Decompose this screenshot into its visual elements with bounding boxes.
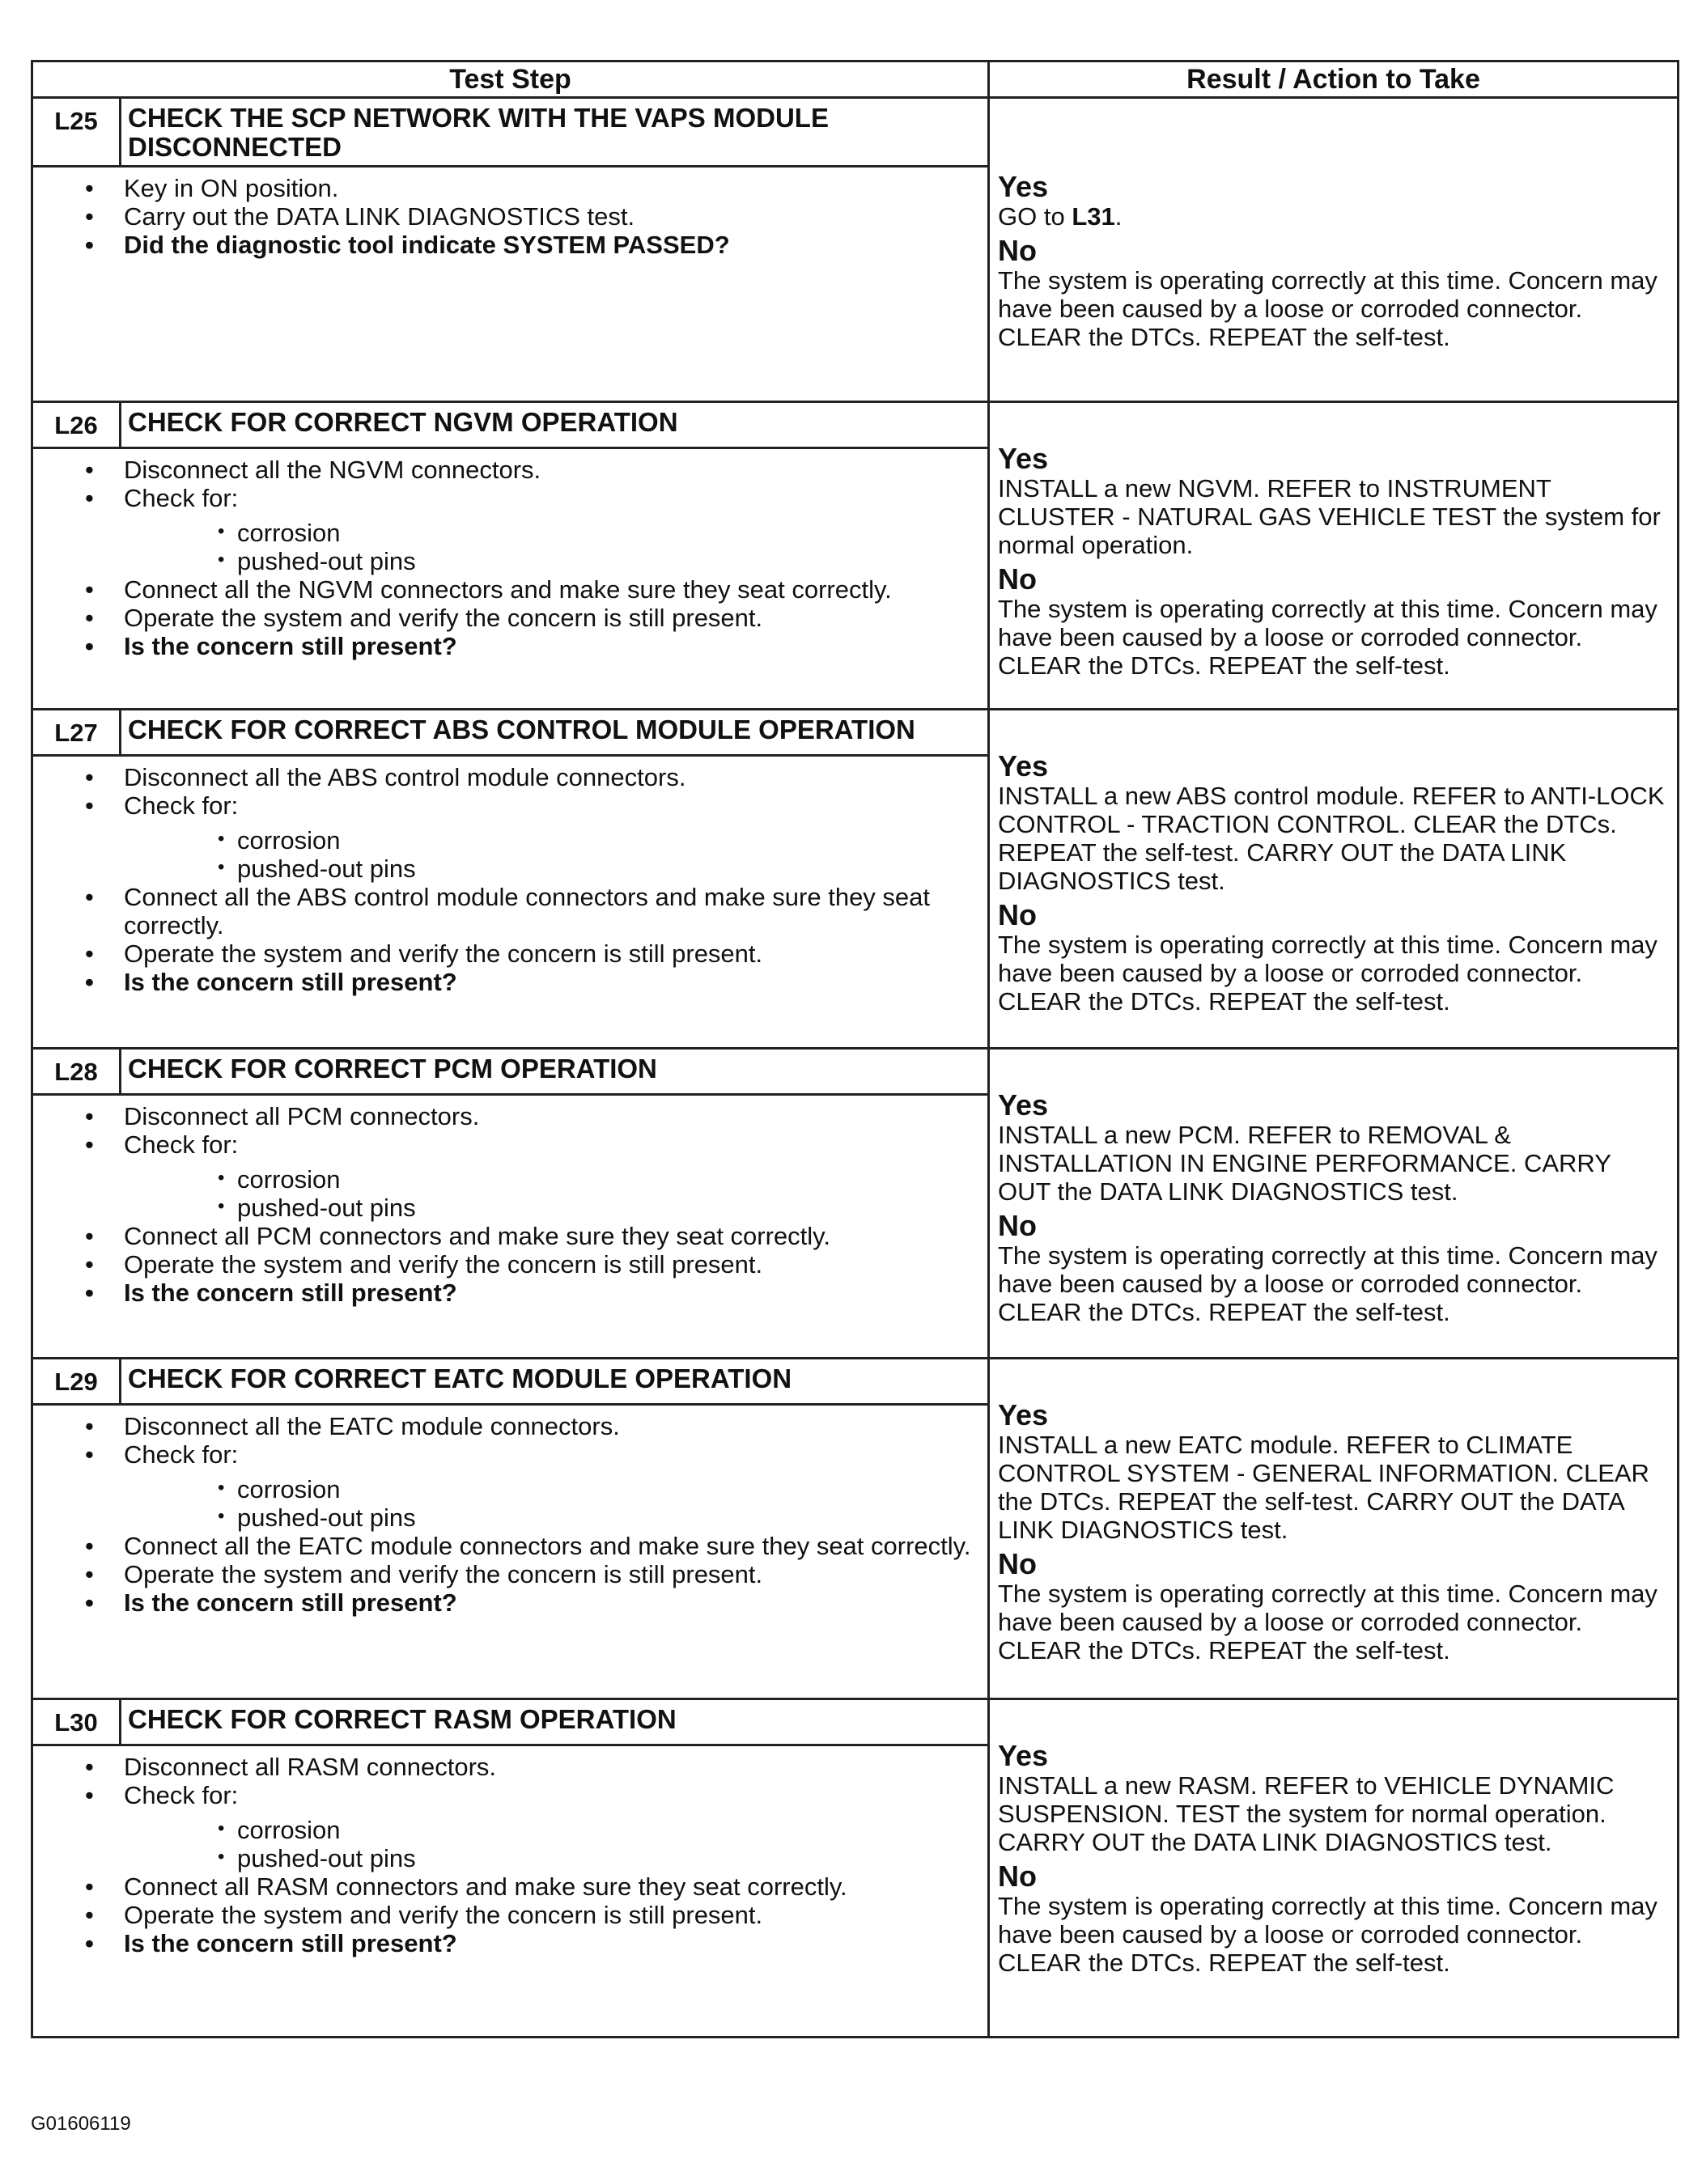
step-question — [33, 1279, 979, 1307]
step-list — [33, 757, 987, 1004]
step-text: Disconnect all the ABS control module connectors. — [124, 763, 686, 791]
step-text: Check for: — [124, 1781, 239, 1809]
sub-item-text: corrosion — [237, 1816, 341, 1844]
step-title: CHECK FOR CORRECT NGVM OPERATION — [128, 407, 678, 437]
step-text: Connect all RASM connectors and make sure they seat correctly. — [124, 1872, 847, 1901]
yes-action — [998, 474, 1669, 559]
step-text: Disconnect all RASM connectors. — [124, 1753, 497, 1781]
yes-step-ref: L31 — [1072, 202, 1115, 231]
step-header — [33, 710, 987, 757]
bullet-icon: • — [85, 456, 94, 484]
no-action: The system is operating correctly at this time. Concern may have been caused by a loose or corroded connector. CLEAR the DTCs. REPEAT the self-test. — [998, 266, 1657, 351]
result-block — [990, 99, 1677, 359]
test-step-cell — [32, 1359, 989, 1699]
question-text: Is the concern still present? — [124, 1588, 457, 1617]
yes-label: Yes — [998, 1398, 1049, 1431]
small-bullet-icon: • — [218, 1167, 225, 1189]
step-header — [33, 403, 987, 449]
no-label: No — [998, 1209, 1037, 1242]
question-text: Is the concern still present? — [124, 1279, 457, 1307]
bullet-icon: • — [85, 1588, 94, 1617]
step-text: Check for: — [124, 1130, 239, 1159]
step-text: Key in ON position. — [124, 174, 339, 202]
small-bullet-icon: • — [218, 1846, 225, 1868]
step-item — [33, 883, 979, 939]
sub-list — [124, 1816, 979, 1872]
table-row — [32, 710, 1679, 1049]
small-bullet-icon: • — [218, 1505, 225, 1527]
step-question — [33, 968, 979, 996]
step-item — [33, 1130, 979, 1222]
result-cell — [989, 710, 1679, 1049]
result-block — [990, 1050, 1677, 1334]
step-item — [33, 1412, 979, 1440]
small-bullet-icon: • — [218, 1477, 225, 1499]
bullet-icon: • — [85, 604, 94, 632]
step-id: L29 — [33, 1359, 121, 1403]
result-cell — [989, 402, 1679, 710]
yes-text: INSTALL a new PCM. REFER to REMOVAL & INSTALLATION IN ENGINE PERFORMANCE. CARRY OUT the DATA LINK DIAGNOSTICS test. — [998, 1121, 1611, 1206]
no-action: The system is operating correctly at this time. Concern may have been caused by a loose or corroded connector. CLEAR the DTCs. REPEAT the self-test. — [998, 1580, 1657, 1665]
step-id: L25 — [33, 99, 121, 165]
sub-item — [124, 1194, 979, 1222]
sub-item-text: pushed-out pins — [237, 1503, 416, 1532]
test-step-cell — [32, 98, 989, 402]
no-label: No — [998, 1547, 1037, 1580]
yes-action — [998, 1771, 1669, 1856]
bullet-icon: • — [85, 1440, 94, 1469]
step-list — [33, 1096, 987, 1315]
bullet-icon: • — [85, 174, 94, 202]
step-header — [33, 1359, 987, 1406]
step-item — [33, 1872, 979, 1901]
step-text: Disconnect all the EATC module connectors. — [124, 1412, 620, 1440]
bullet-icon: • — [85, 1222, 94, 1250]
sub-item — [124, 855, 979, 883]
bullet-icon: • — [85, 763, 94, 791]
step-title: CHECK FOR CORRECT ABS CONTROL MODULE OPERATION — [128, 715, 915, 744]
bullet-icon: • — [85, 968, 94, 996]
bullet-icon: • — [85, 883, 94, 911]
sub-list — [124, 1165, 979, 1222]
bullet-icon: • — [85, 484, 94, 512]
header-test-step: Test Step — [32, 61, 989, 98]
step-text: Connect all the EATC module connectors and make sure they seat correctly. — [124, 1532, 971, 1560]
test-step-cell — [32, 402, 989, 710]
step-text: Connect all the ABS control module connectors and make sure they seat correctly. — [124, 883, 931, 939]
yes-label: Yes — [998, 1088, 1049, 1122]
yes-label: Yes — [998, 749, 1049, 782]
step-item — [33, 1222, 979, 1250]
step-text: Operate the system and verify the concern is still present. — [124, 1901, 763, 1929]
no-label: No — [998, 1860, 1037, 1893]
bullet-icon: • — [85, 1102, 94, 1130]
sub-item — [124, 826, 979, 855]
sub-item — [124, 1816, 979, 1844]
figure-id: G01606119 — [31, 2113, 131, 2135]
step-item — [33, 1753, 979, 1781]
step-item — [33, 604, 979, 632]
step-header — [33, 1050, 987, 1096]
yes-action — [998, 202, 1669, 231]
sub-list — [124, 1475, 979, 1532]
question-text: Is the concern still present? — [124, 1929, 457, 1957]
no-action: The system is operating correctly at this time. Concern may have been caused by a loose or corroded connector. CLEAR the DTCs. REPEAT the self-test. — [998, 1892, 1657, 1977]
step-title: CHECK FOR CORRECT RASM OPERATION — [128, 1704, 677, 1734]
no-label: No — [998, 562, 1037, 596]
step-title: CHECK THE SCP NETWORK WITH THE VAPS MODULE DISCONNECTED — [128, 103, 829, 162]
step-item — [33, 791, 979, 883]
yes-action — [998, 1121, 1669, 1206]
sub-item — [124, 1475, 979, 1503]
step-header — [33, 1700, 987, 1746]
result-block — [990, 403, 1677, 688]
step-question — [33, 632, 979, 660]
table-header-row — [32, 61, 1679, 98]
sub-item-text: pushed-out pins — [237, 1844, 416, 1872]
step-text: Carry out the DATA LINK DIAGNOSTICS test. — [124, 202, 635, 231]
step-item — [33, 939, 979, 968]
small-bullet-icon: • — [218, 856, 225, 878]
bullet-icon: • — [85, 1532, 94, 1560]
step-text: Operate the system and verify the concern is still present. — [124, 939, 763, 968]
diagnostic-table — [31, 60, 1679, 2038]
bullet-icon: • — [85, 632, 94, 660]
yes-label: Yes — [998, 442, 1049, 475]
sub-item-text: corrosion — [237, 519, 341, 547]
step-item — [33, 1532, 979, 1560]
step-item — [33, 1560, 979, 1588]
step-header — [33, 99, 987, 168]
step-question — [33, 231, 979, 259]
step-item — [33, 484, 979, 575]
bullet-icon: • — [85, 202, 94, 231]
bullet-icon: • — [85, 1279, 94, 1307]
result-block — [990, 1359, 1677, 1673]
table-row — [32, 1359, 1679, 1699]
no-action: The system is operating correctly at this time. Concern may have been caused by a loose or corroded connector. CLEAR the DTCs. REPEAT the self-test. — [998, 931, 1657, 1016]
no-action: The system is operating correctly at this time. Concern may have been caused by a loose or corroded connector. CLEAR the DTCs. REPEAT the self-test. — [998, 595, 1657, 680]
yes-tail: . — [1114, 202, 1123, 231]
sub-item-text: pushed-out pins — [237, 547, 416, 575]
step-item — [33, 202, 979, 231]
step-item — [33, 1250, 979, 1279]
small-bullet-icon: • — [218, 828, 225, 850]
yes-label: Yes — [998, 170, 1049, 203]
yes-text: INSTALL a new EATC module. REFER to CLIMATE CONTROL SYSTEM - GENERAL INFORMATION. CLEAR the DTCs. REPEAT the self-test. CARRY OUT the DATA LINK DIAGNOSTICS test. — [998, 1431, 1649, 1544]
step-item — [33, 763, 979, 791]
step-id: L30 — [33, 1700, 121, 1744]
step-text: Connect all PCM connectors and make sure they seat correctly. — [124, 1222, 830, 1250]
yes-text: GO to — [998, 202, 1072, 231]
step-text: Disconnect all the NGVM connectors. — [124, 456, 541, 484]
result-cell — [989, 1049, 1679, 1359]
step-item — [33, 456, 979, 484]
test-step-cell — [32, 1049, 989, 1359]
question-text: Did the diagnostic tool indicate SYSTEM PASSED? — [124, 231, 730, 259]
step-list — [33, 168, 987, 267]
step-list — [33, 1746, 987, 1966]
step-title: CHECK FOR CORRECT PCM OPERATION — [128, 1054, 657, 1084]
table-row — [32, 402, 1679, 710]
step-text: Operate the system and verify the concern is still present. — [124, 1250, 763, 1279]
step-text: Check for: — [124, 1440, 239, 1469]
no-label: No — [998, 898, 1037, 931]
step-item — [33, 174, 979, 202]
step-text: Check for: — [124, 484, 239, 512]
no-label: No — [998, 234, 1037, 267]
bullet-icon: • — [85, 1412, 94, 1440]
bullet-icon: • — [85, 1250, 94, 1279]
sub-item — [124, 1844, 979, 1872]
step-item — [33, 1781, 979, 1872]
question-text: Is the concern still present? — [124, 632, 457, 660]
step-text: Operate the system and verify the concern is still present. — [124, 1560, 763, 1588]
no-action: The system is operating correctly at this time. Concern may have been caused by a loose or corroded connector. CLEAR the DTCs. REPEAT the self-test. — [998, 1241, 1657, 1326]
step-question — [33, 1588, 979, 1617]
step-list — [33, 449, 987, 668]
sub-item-text: corrosion — [237, 1475, 341, 1503]
step-text: Operate the system and verify the concern is still present. — [124, 604, 763, 632]
yes-action — [998, 1431, 1669, 1544]
header-result-action: Result / Action to Take — [989, 61, 1679, 98]
yes-text: INSTALL a new NGVM. REFER to INSTRUMENT CLUSTER - NATURAL GAS VEHICLE TEST the system for normal operation. — [998, 474, 1661, 559]
step-id: L27 — [33, 710, 121, 754]
test-step-cell — [32, 710, 989, 1049]
small-bullet-icon: • — [218, 520, 225, 542]
bullet-icon: • — [85, 1872, 94, 1901]
result-block — [990, 710, 1677, 1024]
bullet-icon: • — [85, 231, 94, 259]
bullet-icon: • — [85, 939, 94, 968]
sub-item — [124, 547, 979, 575]
bullet-icon: • — [85, 1929, 94, 1957]
bullet-icon: • — [85, 1560, 94, 1588]
sub-item-text: corrosion — [237, 1165, 341, 1194]
bullet-icon: • — [85, 791, 94, 820]
step-question — [33, 1929, 979, 1957]
yes-action — [998, 782, 1669, 895]
step-item — [33, 1440, 979, 1532]
bullet-icon: • — [85, 1781, 94, 1809]
sub-list — [124, 826, 979, 883]
step-text: Disconnect all PCM connectors. — [124, 1102, 480, 1130]
sub-list — [124, 519, 979, 575]
table-row — [32, 1699, 1679, 2038]
sub-item-text: pushed-out pins — [237, 1194, 416, 1222]
yes-text: INSTALL a new ABS control module. REFER to ANTI-LOCK CONTROL - TRACTION CONTROL. CLEAR the DTCs. REPEAT the self-test. CARRY OUT the DATA LINK DIAGNOSTICS test. — [998, 782, 1665, 895]
step-item — [33, 1102, 979, 1130]
step-item — [33, 1901, 979, 1929]
table-row — [32, 98, 1679, 402]
sub-item — [124, 1165, 979, 1194]
sub-item — [124, 1503, 979, 1532]
table-row — [32, 1049, 1679, 1359]
question-text: Is the concern still present? — [124, 968, 457, 996]
sub-item-text: corrosion — [237, 826, 341, 855]
bullet-icon: • — [85, 1753, 94, 1781]
bullet-icon: • — [85, 575, 94, 604]
sub-item — [124, 519, 979, 547]
step-title: CHECK FOR CORRECT EATC MODULE OPERATION — [128, 1363, 792, 1393]
step-text: Check for: — [124, 791, 239, 820]
step-id: L28 — [33, 1050, 121, 1093]
yes-text: INSTALL a new RASM. REFER to VEHICLE DYNAMIC SUSPENSION. TEST the system for normal operation. CARRY OUT the DATA LINK DIAGNOSTICS test. — [998, 1771, 1615, 1856]
result-cell — [989, 1359, 1679, 1699]
step-list — [33, 1406, 987, 1625]
small-bullet-icon: • — [218, 1817, 225, 1839]
test-step-cell — [32, 1699, 989, 2038]
small-bullet-icon: • — [218, 1195, 225, 1217]
sub-item-text: pushed-out pins — [237, 855, 416, 883]
result-cell — [989, 1699, 1679, 2038]
result-block — [990, 1700, 1677, 1985]
small-bullet-icon: • — [218, 549, 225, 570]
diagnostic-page — [31, 60, 1677, 2038]
bullet-icon: • — [85, 1901, 94, 1929]
result-cell — [989, 98, 1679, 402]
bullet-icon: • — [85, 1130, 94, 1159]
step-id: L26 — [33, 403, 121, 447]
step-item — [33, 575, 979, 604]
step-text: Connect all the NGVM connectors and make sure they seat correctly. — [124, 575, 892, 604]
yes-label: Yes — [998, 1739, 1049, 1772]
